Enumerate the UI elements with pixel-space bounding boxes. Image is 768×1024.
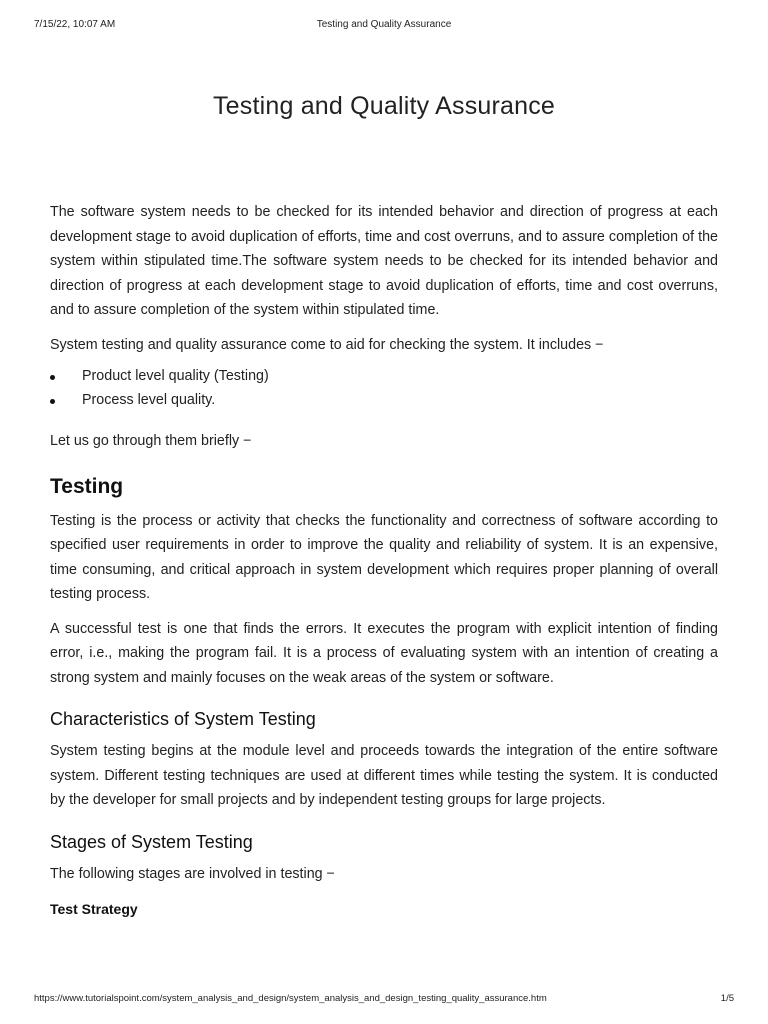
testing-paragraph-2: A successful test is one that finds the errors. It executes the program with explicit intention of finding error, i.e., making the program fail. It is a process of evaluating system with an intention of creating a strong system and mainly focuses on the weak areas of the system or software. [50,620,718,686]
article-title: Testing and Quality Assurance [212,92,556,120]
stages-heading: Stages of System Testing [50,831,253,852]
print-header [34,19,734,33]
includes-list [50,365,718,412]
page-url: https://www.tutorialspoint.com/system_analysis_and_design/system_analysis_and_design_testing_quality_assurance.htm [34,993,547,1004]
intro-paragraph: The software system needs to be checked for its intended behavior and direction of progress at each development stage to avoid duplication of efforts, time and cost overruns, and to assure completion of the system within stipulated time.The software system needs to be checked for its intended behavior and direction of progress at each development stage to avoid duplication of efforts, time and cost overruns, and to assure completion of the system within stipulated time. [50,204,718,318]
characteristics-heading: Characteristics of System Testing [50,709,316,729]
stages-paragraph: The following stages are involved in testing − [50,865,335,882]
includes-paragraph: System testing and quality assurance come to aid for checking the system. It includes − [50,336,604,353]
testing-paragraph-1: Testing is the process or activity that checks the functionality and correctness of software according to specified user requirements in order to improve the quality and reliability of system. It is an expensive, time consuming, and critical approach in system development which requires proper planning of overall testing process. [50,512,718,602]
test-strategy-heading: Test Strategy [50,901,138,917]
page-number: 1/5 [720,993,734,1004]
list-item-label: Process level quality. [82,391,216,408]
list-item [50,365,718,389]
print-page-title: Testing and Quality Assurance [316,19,452,30]
testing-heading: Testing [50,474,124,498]
characteristics-paragraph: System testing begins at the module level and proceeds towards the integration of the entire software system. Different testing techniques are used at different times while testing the system. It is conducted by the developer for small projects and by independent testing groups for large projects. [50,743,718,808]
print-datetime: 7/15/22, 10:07 AM [34,19,116,30]
briefly-paragraph: Let us go through them briefly − [50,433,252,449]
article [50,86,718,919]
list-item [50,389,718,413]
list-item-label: Product level quality (Testing) [82,368,269,384]
bullet-icon [50,399,55,404]
print-footer [34,993,734,1007]
bullet-icon [50,375,55,380]
